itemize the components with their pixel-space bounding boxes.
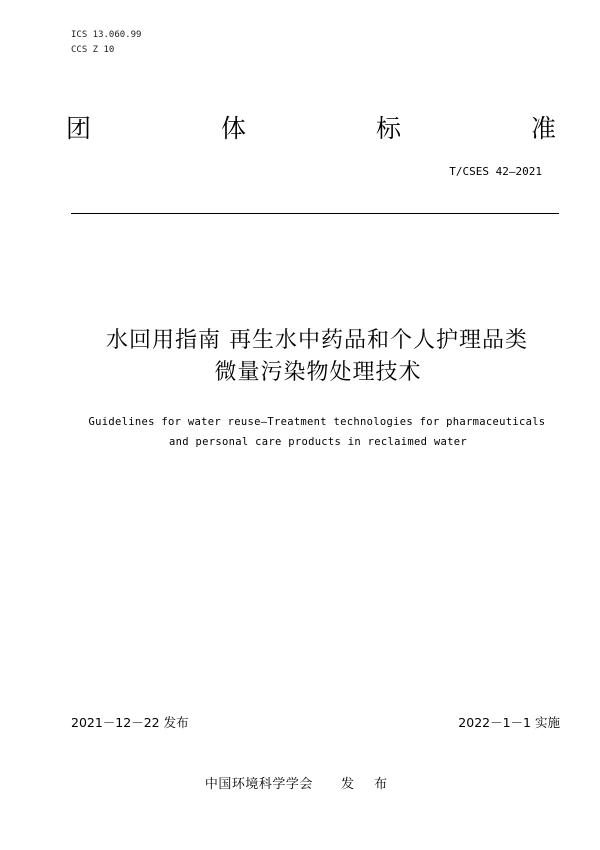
standard-type-char-3: 标 (375, 114, 401, 143)
standard-type-char-1: 团 (66, 114, 92, 143)
header-divider (71, 213, 559, 214)
english-title-line-1: Guidelines for water reuse—Treatment technologies for pharmaceuticals (88, 416, 546, 428)
publisher-organization: 中国环境科学学会 (204, 777, 313, 792)
ccs-code: CCS Z 10 (71, 45, 115, 55)
standard-type-char-2: 体 (220, 114, 246, 143)
english-title-line-2: and personal care products in reclaimed water (169, 436, 467, 448)
ics-code: ICS 13.060.99 (71, 30, 142, 40)
publisher-line (0, 775, 600, 795)
chinese-title (0, 325, 600, 389)
standard-type-heading (66, 113, 556, 145)
standard-type-char-4: 准 (530, 114, 556, 143)
english-title (0, 412, 600, 452)
publisher-action: 发 布 (340, 777, 396, 792)
issue-date: 2021－12－22 发布 (71, 715, 189, 730)
chinese-title-line-1: 水回用指南 再生水中药品和个人护理品类 (106, 328, 528, 353)
classification-codes (71, 28, 141, 58)
chinese-title-line-2: 微量污染物处理技术 (214, 360, 422, 385)
standard-number: T/CSES 42—2021 (449, 165, 542, 178)
implementation-date: 2022－1－1 实施 (458, 715, 560, 730)
